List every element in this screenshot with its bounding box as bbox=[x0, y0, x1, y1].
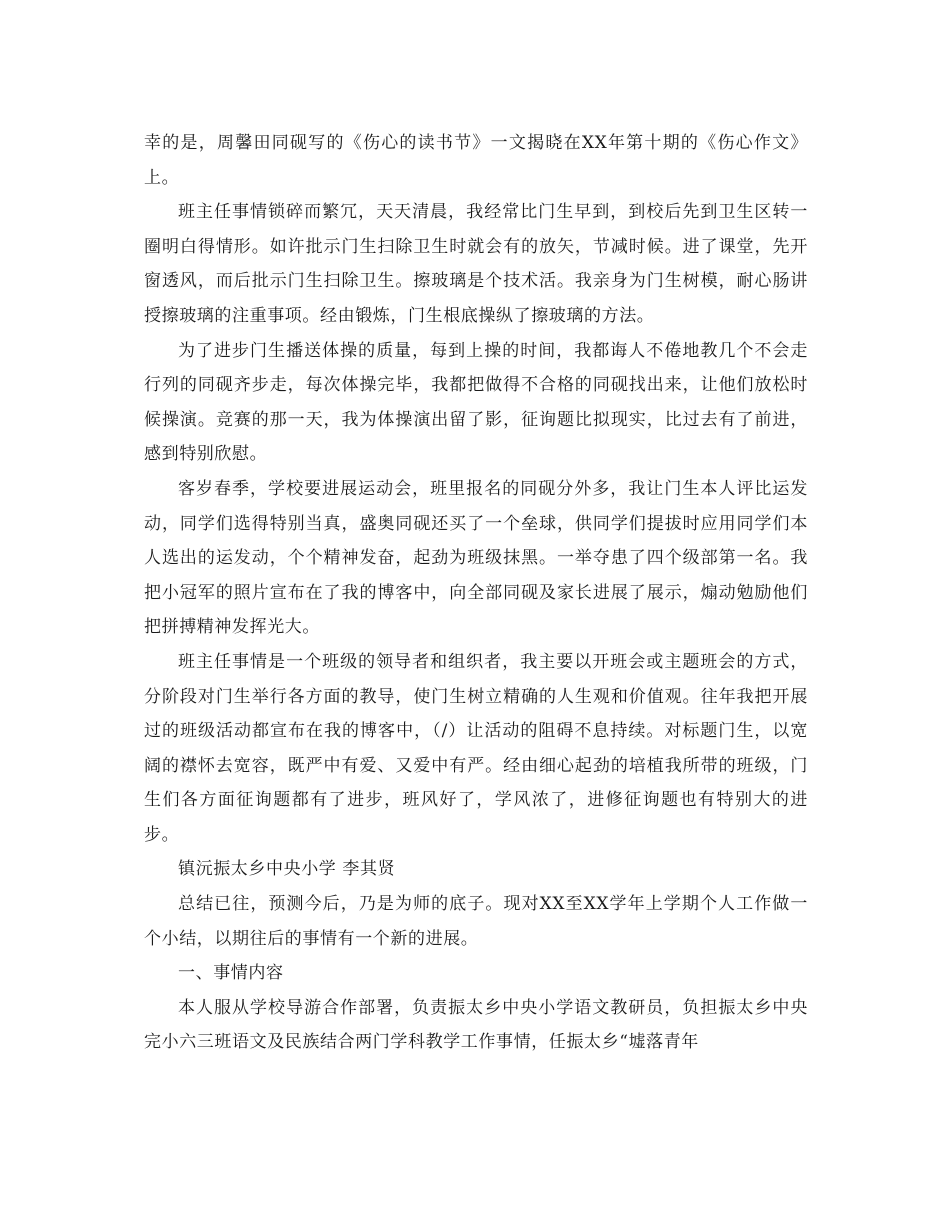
paragraph-1: 幸的是，周馨田同砚写的《伤心的读书节》一文揭晓在XX年第十期的《伤心作文》上。 bbox=[144, 133, 808, 188]
author-line: 镇沅振太乡中央小学 李其贤 bbox=[178, 859, 396, 880]
paragraph-7: 本人服从学校导游合作部署，负责振太乡中央小学语文教研员，负担振太乡中央完小六三班语文及民族结合两门学科教学工作事情，任振太乡“墟落青年 bbox=[144, 997, 808, 1053]
paragraph-3: 为了进步门生播送体操的质量，每到上操的时间，我都诲人不倦地教几个不会走行列的同砚齐步走，每次体操完毕，我都把做得不合格的同砚找出来，让他们放松时候操演。竞赛的那一天，我为体操演出留了影，征询题比拟现实，比过去有了前进，感到特别欣慰。 bbox=[144, 340, 808, 465]
paragraph-5: 班主任事情是一个班级的领导者和组织者，我主要以开班会或主题班会的方式，分阶段对门生举行各方面的教导，使门生树立精确的人生观和价值观。往年我把开展过的班级活动都宣布在我的博客中，（/）让活动的阻碍不息持续。对标题门生，以宽阔的襟怀去宽容，既严中有爱、又爱中有严。经由细心起劲的培植我所带的班级，门生们各方面征询题都有了进步，班风好了，学风浓了，进修征询题也有特别大的进步。 bbox=[144, 651, 808, 845]
paragraph-4: 客岁春季，学校要进展运动会，班里报名的同砚分外多，我让门生本人评比运发动，同学们选得特别当真，盛奥同砚还买了一个垒球，供同学们提拔时应用同学们本人选出的运发动，个个精神发奋，起劲为班级抹黑。一举夺患了四个级部第一名。我把小冠军的照片宣布在了我的博客中，向全部同砚及家长进展了展示，煽动勉励他们把拼搏精神发挥光大。 bbox=[144, 478, 808, 638]
paragraph-2: 班主任事情锁碎而繁冗，天天清晨，我经常比门生早到，到校后先到卫生区转一圈明白得情形。如许批示门生扫除卫生时就会有的放矢，节减时候。进了课堂，先开窗透风，而后批示门生扫除卫生。擦玻璃是个技术活。我亲身为门生树模，耐心肠讲授擦玻璃的注重事项。经由锻炼，门生根底操纵了擦玻璃的方法。 bbox=[144, 202, 808, 326]
paragraph-6: 总结已往，预测今后，乃是为师的底子。现对XX至XX学年上学期个人工作做一个小结，以期往后的事情有一个新的进展。 bbox=[144, 894, 808, 949]
section-heading: 一、事情内容 bbox=[178, 963, 284, 984]
document-body bbox=[144, 126, 808, 1060]
